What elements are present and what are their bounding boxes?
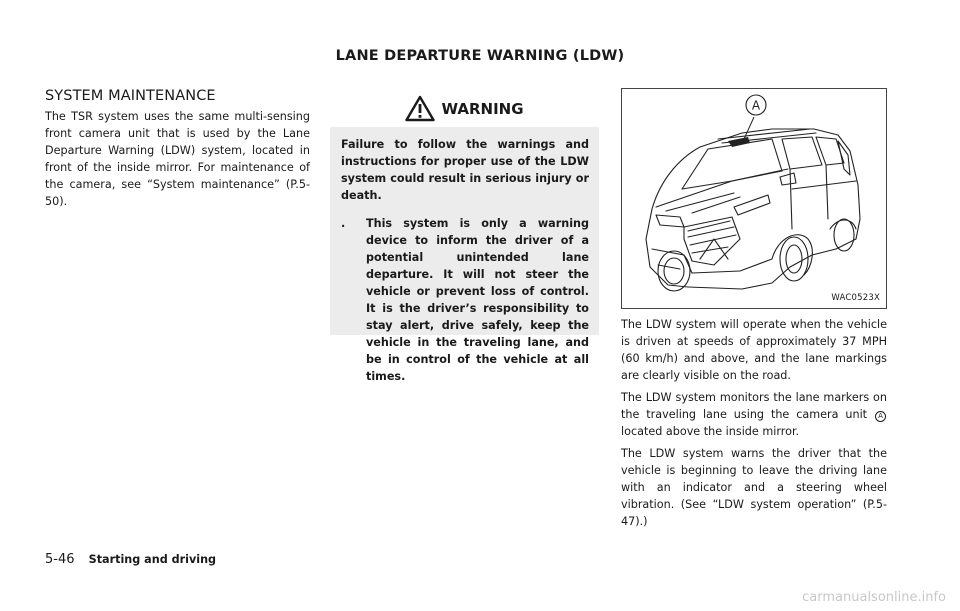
suv-illustration xyxy=(622,89,886,308)
warning-body xyxy=(330,127,599,385)
page-footer xyxy=(45,552,216,567)
warning-intro: Failure to follow the warnings and instructions for proper use of the LDW system could result in serious injury or death. xyxy=(341,138,589,202)
monitor-text-before: The LDW system monitors the lane markers on the traveling lane using the camera unit xyxy=(621,391,887,421)
warning-bullet-text: This system is only a warning device to inform the driver of a potential unintended lane departure. It will not steer the vehicle or prevent loss of control. It is the driver’s responsibility to stay alert, drive safely, keep the vehicle in the traveling lane, and be in control of the vehicle at all times. xyxy=(366,217,589,383)
ldw-monitor-paragraph xyxy=(621,389,887,440)
chapter-title: Starting and driving xyxy=(88,553,217,566)
callout-a-inline-icon: A xyxy=(875,411,886,422)
figure-code: WAC0523X xyxy=(831,293,880,303)
system-maintenance-section xyxy=(45,88,310,210)
warning-header xyxy=(330,90,599,127)
section-heading: SYSTEM MAINTENANCE xyxy=(45,88,216,104)
warning-triangle-icon xyxy=(405,95,435,122)
maintenance-paragraph: The TSR system uses the same multi-sensing front camera unit that is used by the Lane Departure Warning (LDW) system, located in front of the inside mirror. For maintenance of the camera, see “System maintenance” (P.5-50). xyxy=(45,110,310,208)
warning-title: WARNING xyxy=(441,99,524,118)
warning-bullet-item xyxy=(341,215,589,385)
ldw-description-column xyxy=(621,316,887,535)
ldw-operation-paragraph: The LDW system will operate when the vehicle is driven at speeds of approximately 37 MPH (60 km/h) and above, and the lane markings are clearly visible on the road. xyxy=(621,318,887,382)
bullet-mark: . xyxy=(341,217,346,230)
page-header-title: LANE DEPARTURE WARNING (LDW) xyxy=(335,48,625,64)
page-number: 5-46 xyxy=(45,552,75,567)
vehicle-figure xyxy=(621,88,887,309)
watermark-text: carmanualsonline.info xyxy=(802,590,946,605)
warning-box xyxy=(330,90,599,383)
ldw-warning-paragraph: The LDW system warns the driver that the vehicle is beginning to leave the driving lane with an indicator and a steering wheel vibration. (See “LDW system operation” (P.5-47).) xyxy=(621,447,887,528)
callout-a-label: A xyxy=(751,98,761,113)
monitor-text-after: located above the inside mirror. xyxy=(621,425,800,438)
